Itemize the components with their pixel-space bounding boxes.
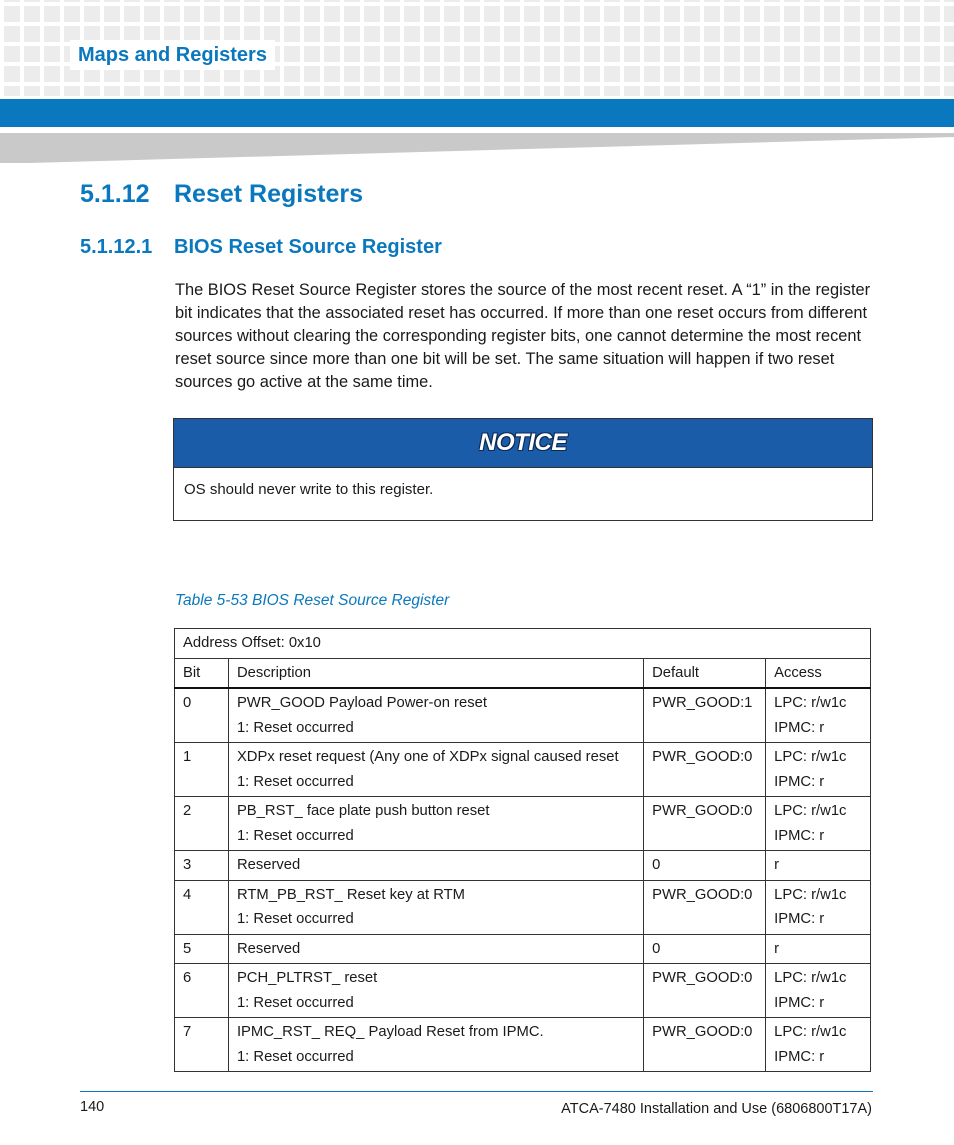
access-line: IPMC: r (774, 827, 825, 844)
footer-rule (80, 1091, 873, 1092)
access-line: IPMC: r (774, 773, 825, 790)
description-line: PWR_GOOD Payload Power-on reset (236, 695, 487, 711)
description-cell (228, 1018, 643, 1072)
description-line: 1: Reset occurred (236, 911, 354, 927)
table-row (175, 1018, 871, 1072)
bit-cell: 7 (175, 1018, 229, 1072)
notice-label: NOTICE (479, 429, 567, 456)
description-line: IPMC_RST_ REQ_ Payload Reset from IPMC. (236, 1024, 544, 1040)
default-cell: PWR_GOOD:0 (644, 880, 766, 934)
default-cell: 0 (644, 851, 766, 881)
description-line: 1: Reset occurred (236, 994, 354, 1011)
description-cell (228, 743, 643, 797)
description-line: PB_RST_ face plate push button reset (236, 803, 490, 819)
description-cell (228, 688, 643, 743)
access-line: IPMC: r (774, 911, 825, 927)
section-number: 5.1.12 (80, 180, 150, 208)
access-cell (766, 743, 871, 797)
notice-header (174, 419, 872, 468)
description-line: Reserved (236, 857, 301, 873)
section-heading (80, 180, 363, 209)
bit-cell: 6 (175, 964, 229, 1018)
default-cell: 0 (644, 934, 766, 964)
description-cell (228, 797, 643, 851)
access-line: LPC: r/w1c (774, 970, 847, 986)
table-row (175, 688, 871, 743)
access-line: r (774, 940, 780, 957)
table-caption: Table 5-53 BIOS Reset Source Register (175, 592, 450, 609)
access-cell (766, 688, 871, 743)
description-line: PCH_PLTRST_ reset (236, 970, 378, 986)
bit-cell: 4 (175, 880, 229, 934)
description-line: RTM_PB_RST_ Reset key at RTM (236, 886, 465, 903)
access-line: LPC: r/w1c (774, 803, 847, 819)
access-line: LPC: r/w1c (774, 886, 847, 903)
register-table (174, 628, 871, 1072)
description-line: XDPx reset request (Any one of XDPx signal caused reset (236, 749, 619, 765)
access-cell (766, 1018, 871, 1072)
description-line: 1: Reset occurred (236, 773, 354, 790)
default-cell: PWR_GOOD:0 (644, 743, 766, 797)
address-row (175, 629, 871, 659)
table-row (175, 797, 871, 851)
header-wedge (0, 133, 954, 163)
body-paragraph: The BIOS Reset Source Register stores the source of the most recent reset. A “1” in the register bit indicates that the associated reset has occurred. If more than one reset occurs from different sources without clearing the corresponding register bits, one cannot determine the most recent reset source since more than one bit will be set. The same situation will happen if two reset sources go active at the same time. (175, 281, 871, 391)
access-line: r (774, 857, 780, 873)
description-line: Reserved (236, 940, 301, 957)
access-cell (766, 851, 871, 881)
section-title: Reset Registers (174, 180, 363, 208)
bit-cell: 2 (175, 797, 229, 851)
description-cell (228, 851, 643, 881)
table-row (175, 851, 871, 881)
page-number: 140 (80, 1099, 105, 1115)
subsection-title: BIOS Reset Source Register (174, 236, 442, 258)
description-line: 1: Reset occurred (236, 1048, 354, 1065)
table-row (175, 934, 871, 964)
table-row (175, 880, 871, 934)
header-access: Access (766, 658, 871, 688)
table-header-row (175, 658, 871, 688)
header-bit: Bit (175, 658, 229, 688)
bit-cell: 3 (175, 851, 229, 881)
chapter-header: Maps and Registers (70, 40, 275, 70)
subsection-number: 5.1.12.1 (80, 236, 153, 258)
document-title: ATCA-7480 Installation and Use (6806800T17A) (561, 1101, 872, 1117)
bit-cell: 0 (175, 688, 229, 743)
description-line: 1: Reset occurred (236, 719, 354, 736)
access-line: LPC: r/w1c (774, 1024, 847, 1040)
subsection-heading (80, 236, 442, 259)
access-line: LPC: r/w1c (774, 695, 847, 711)
access-cell (766, 964, 871, 1018)
access-cell (766, 880, 871, 934)
access-line: LPC: r/w1c (774, 749, 847, 765)
default-cell: PWR_GOOD:0 (644, 797, 766, 851)
notice-text: OS should never write to this register. (184, 481, 434, 498)
description-cell (228, 964, 643, 1018)
default-cell: PWR_GOOD:0 (644, 1018, 766, 1072)
access-cell (766, 934, 871, 964)
default-cell: PWR_GOOD:1 (644, 688, 766, 743)
header-default: Default (644, 658, 766, 688)
bit-cell: 5 (175, 934, 229, 964)
access-line: IPMC: r (774, 1048, 825, 1065)
access-cell (766, 797, 871, 851)
header-band (0, 99, 954, 127)
default-cell: PWR_GOOD:0 (644, 964, 766, 1018)
bit-cell: 1 (175, 743, 229, 797)
access-line: IPMC: r (774, 994, 825, 1011)
table-row (175, 743, 871, 797)
address-offset: Address Offset: 0x10 (175, 629, 871, 659)
notice-box (173, 418, 873, 521)
header-description: Description (228, 658, 643, 688)
description-cell (228, 880, 643, 934)
description-line: 1: Reset occurred (236, 827, 354, 844)
access-line: IPMC: r (774, 719, 825, 736)
table-row (175, 964, 871, 1018)
description-cell (228, 934, 643, 964)
